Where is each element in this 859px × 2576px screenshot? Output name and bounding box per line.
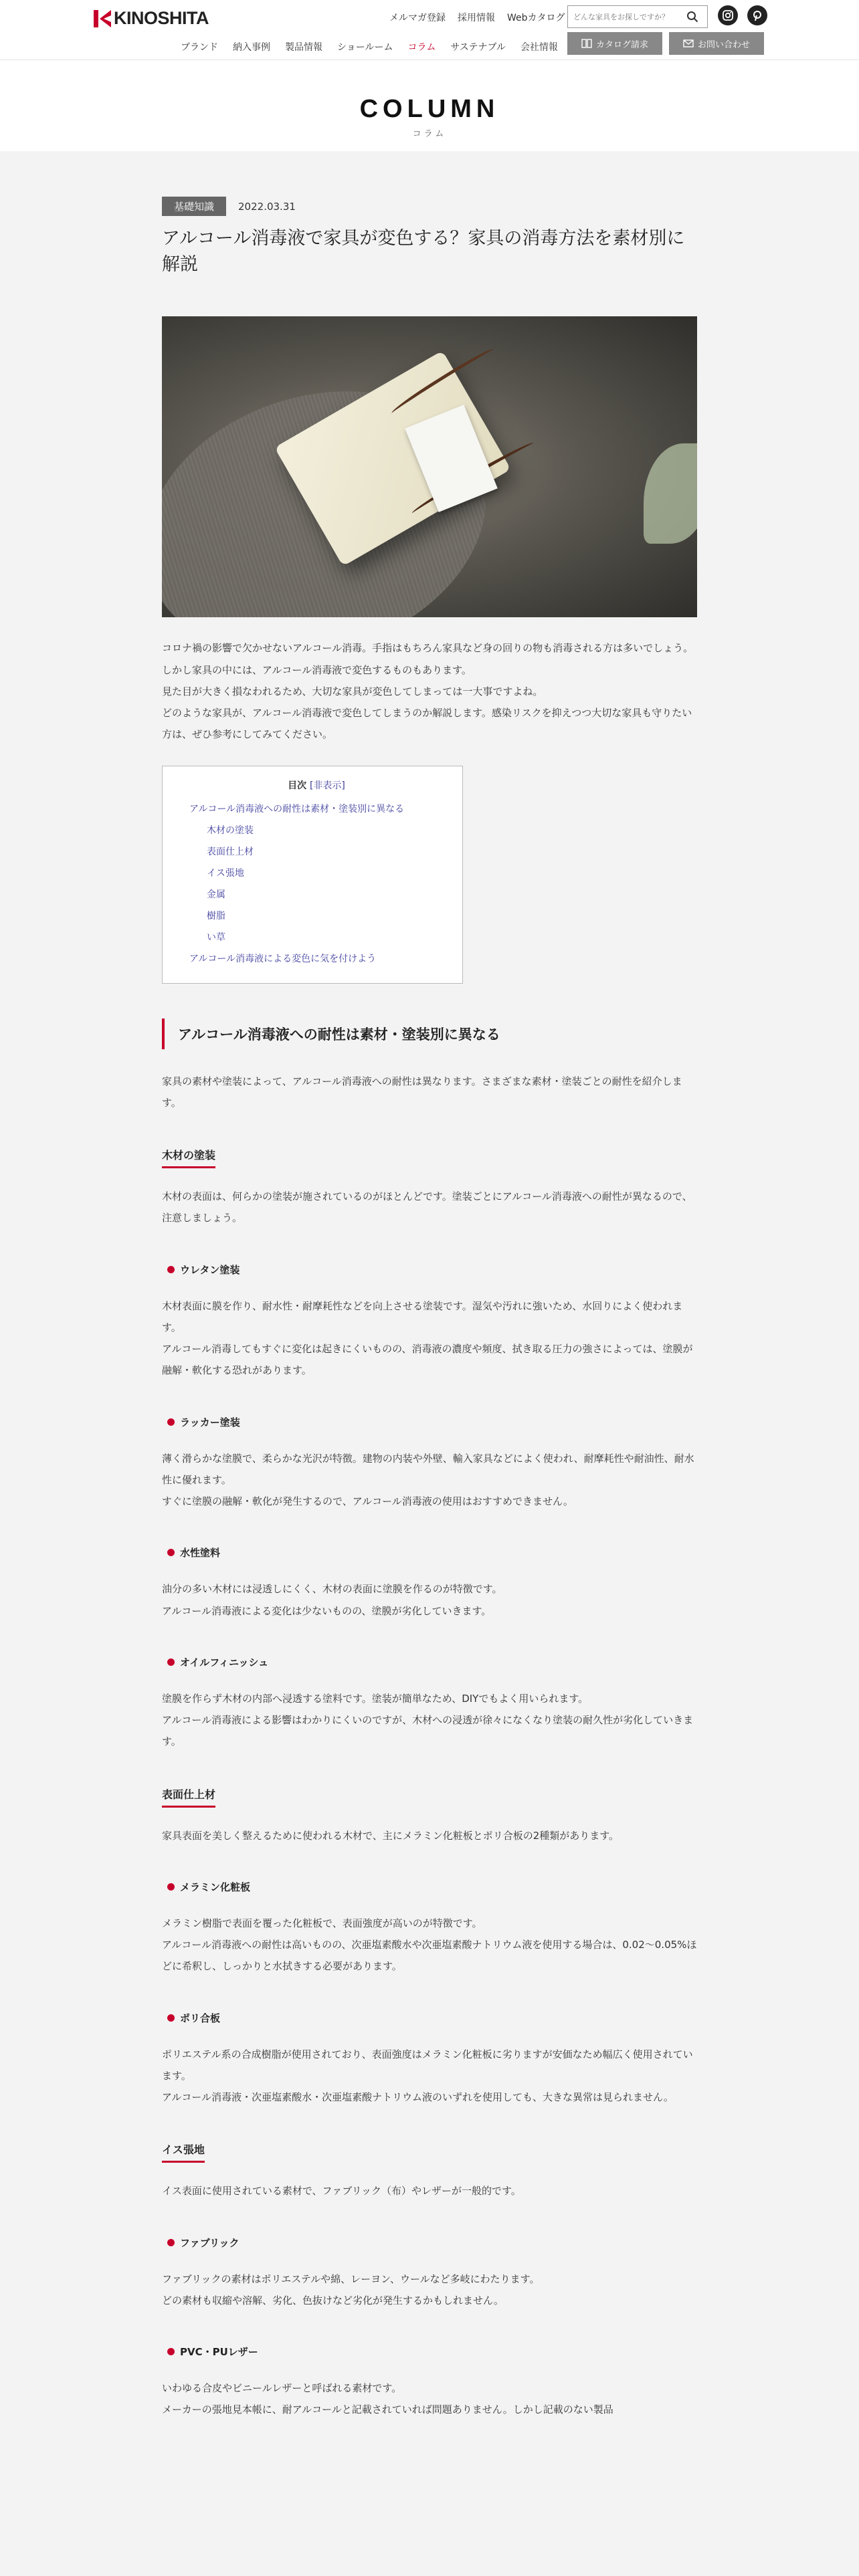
global-nav [181, 40, 558, 53]
paragraph: アルコール消毒液・次亜塩素酸水・次亜塩素酸ナトリウム液のいずれを使用しても、大きな異常は見られません。 [162, 2091, 674, 2104]
search-icon[interactable] [682, 6, 703, 27]
column-heading [0, 60, 859, 151]
item-text [162, 1688, 697, 1753]
category-badge[interactable]: 基礎知識 [162, 197, 226, 216]
paragraph: メラミン樹脂で表面を覆った化粧板で、表面強度が高いのが特徴です。 [162, 1917, 482, 1929]
item-text [162, 2268, 697, 2312]
item-heading: ポリ合板 [162, 2011, 697, 2025]
item-text [162, 1448, 697, 1513]
nav-item-company[interactable]: 会社情報 [520, 42, 558, 53]
item-text [162, 1913, 697, 1977]
article-title: アルコール消毒液で家具が変色する？家具の消毒方法を素材別に解説 [162, 228, 685, 276]
instagram-icon[interactable] [718, 5, 738, 25]
nav-item-showroom[interactable]: ショールーム [337, 42, 393, 53]
paragraph: いわゆる合皮やビニールレザーと呼ばれる素材です。 [162, 2382, 402, 2395]
contact-label: お問い合わせ [697, 39, 750, 50]
toc-item[interactable]: 木材の塗装 [207, 825, 254, 836]
item-heading: ファブリック [162, 2236, 697, 2250]
search-input[interactable] [568, 13, 682, 21]
nav-item-cases[interactable]: 納入事例 [233, 42, 270, 53]
nav-item-column[interactable]: コラム [407, 42, 436, 53]
toc-item[interactable]: 金属 [207, 889, 225, 900]
item-text [162, 1295, 697, 1382]
paragraph: アルコール消毒液への耐性は高いものの、次亜塩素酸水や次亜塩素酸ナトリウム液を使用する場合は、0.02〜0.05%ほどに希釈し、しっかりと水拭きする必要があります。 [162, 1939, 697, 1973]
section-lead: 家具の素材や塗装によって、アルコール消毒液への耐性は異なります。さまざまな素材・塗装ごとの耐性を紹介します。 [162, 1075, 682, 1109]
logo-text: KINOSHITA [114, 8, 209, 28]
toc-item[interactable]: イス張地 [207, 867, 244, 879]
intro-paragraph: コロナ禍の影響で欠かせないアルコール消毒。手指はもちろん家具など身の回りの物も消毒される方は多いでしょう。 [162, 642, 694, 655]
pinterest-icon[interactable] [747, 5, 767, 25]
paragraph: どの素材も収縮や溶解、劣化、色抜けなど劣化が発生するかもしれません。 [162, 2294, 504, 2306]
article-meta [162, 197, 697, 216]
search-box [567, 5, 708, 28]
paragraph: アルコール消毒してもすぐに変化は起きにくいものの、消毒液の濃度や頻度、拭き取る圧力の強さによっては、塗膜が融解・軟化する恐れがあります。 [162, 1343, 693, 1377]
toc-header [189, 778, 444, 792]
catalog-request-label: カタログ請求 [595, 39, 648, 50]
toc-item[interactable]: アルコール消毒液による変色に気を付けよう [189, 953, 377, 964]
item-heading: 水性塗料 [162, 1545, 697, 1560]
item-heading: メラミン化粧板 [162, 1880, 697, 1894]
paragraph: 木材表面に膜を作り、耐水性・耐摩耗性などを向上させる塗装です。湿気や汚れに強いため、水回りによく使われます。 [162, 1299, 683, 1333]
article [162, 151, 697, 2421]
hero-image [162, 316, 697, 617]
item-heading: ラッカー塗装 [162, 1415, 697, 1429]
paragraph: 油分の多い木材には浸透しにくく、木材の表面に塗膜を作るのが特徴です。 [162, 1583, 502, 1596]
intro-paragraph: どのような家具が、アルコール消毒液で変色してしまうのか解説します。感染リスクを抑えつつ大切な家具も守りたい方は、ぜひ参考にしてみてください。 [162, 707, 692, 741]
item-text [162, 2044, 697, 2109]
intro-text [162, 637, 697, 745]
toc-item[interactable]: い草 [207, 932, 225, 943]
util-link-webcatalog[interactable]: Webカタログ [507, 13, 565, 23]
util-link-recruit[interactable]: 採用情報 [458, 13, 495, 23]
logo-mark-icon [94, 10, 111, 27]
subsection-lead: 木材の表面は、何らかの塗装が施されているのがほとんどです。塗装ごとにアルコール消毒液への耐性が異なるので、注意しましょう。 [162, 1190, 692, 1224]
item-text [162, 1578, 697, 1622]
nav-item-brand[interactable]: ブランド [181, 42, 218, 53]
paragraph: アルコール消毒液による影響はわかりにくいのですが、木材への浸透が徐々になくなり塗装の耐久性が劣化していきます。 [162, 1714, 694, 1748]
sns-links [718, 5, 767, 25]
catalog-request-button[interactable] [567, 32, 662, 55]
util-link-mailmagazine[interactable]: メルマガ登録 [389, 13, 446, 23]
toc-toggle[interactable]: [非表示] [309, 780, 345, 791]
subsection-heading: 木材の塗装 [162, 1147, 215, 1168]
paragraph: ファブリックの素材はポリエステルや綿、レーヨン、ウールなど多岐にわたります。 [162, 2272, 540, 2285]
paragraph: すぐに塗膜の融解・軟化が発生するので、アルコール消毒液の使用はおすすめできません。 [162, 1495, 573, 1508]
subsection-heading: イス張地 [162, 2141, 205, 2163]
paragraph: 薄く滑らかな塗膜で、柔らかな光沢が特徴。建物の内装や外壁、輸入家具などによく使われ、耐摩耗性や耐油性、耐水性に優れます。 [162, 1452, 694, 1486]
page-title: COLUMN [359, 95, 500, 123]
nav-item-products[interactable]: 製品情報 [285, 42, 322, 53]
page-subtitle: コラム [412, 129, 447, 139]
item-heading: PVC・PUレザー [162, 2345, 697, 2359]
paragraph: 塗膜を作らず木材の内部へ浸透する塗料です。塗装が簡単なため、DIYでもよく用いられます。 [162, 1692, 589, 1705]
paragraph: アルコール消毒液による変化は少ないものの、塗膜が劣化していきます。 [162, 1604, 492, 1617]
intro-paragraph: 見た目が大きく損なわれるため、大切な家具が変色してしまっては一大事ですよね。 [162, 685, 543, 697]
publish-date: 2022.03.31 [238, 200, 296, 213]
book-icon [581, 39, 592, 48]
logo[interactable] [94, 8, 209, 29]
table-of-contents [162, 766, 463, 984]
mail-icon [683, 39, 694, 47]
toc-item[interactable]: 表面仕上材 [207, 846, 254, 857]
utility-links [389, 11, 565, 24]
item-text [162, 2377, 697, 2421]
intro-paragraph: しかし家具の中には、アルコール消毒液で変色するものもあります。 [162, 663, 472, 676]
item-heading: ウレタン塗装 [162, 1263, 697, 1277]
toc-item[interactable]: アルコール消毒液への耐性は素材・塗装別に異なる [189, 803, 405, 815]
paragraph: ポリエステル系の合成樹脂が使用されており、表面強度はメラミン化粧板に劣りますが安価なため幅広く使用されています。 [162, 2048, 693, 2082]
item-heading: オイルフィニッシュ [162, 1655, 697, 1669]
section-heading: アルコール消毒液への耐性は素材・塗装別に異なる [162, 1018, 697, 1049]
site-header [0, 0, 859, 60]
subsection-lead: 家具表面を美しく整えるために使われる木材で、主にメラミン化粧板とポリ合板の2種類があります。 [162, 1829, 619, 1842]
toc-item[interactable]: 樹脂 [207, 910, 225, 922]
toc-title: 目次 [288, 780, 307, 791]
subsection-heading: 表面仕上材 [162, 1786, 215, 1808]
contact-button[interactable] [669, 32, 764, 55]
paragraph: メーカーの張地見本帳に、耐アルコールと記載されていれば問題ありません。しかし記載のない製品 [162, 2403, 613, 2416]
nav-item-sustainable[interactable]: サステナブル [450, 42, 506, 53]
subsection-lead: イス表面に使用されている素材で、ファブリック（布）やレザーが一般的です。 [162, 2185, 521, 2197]
